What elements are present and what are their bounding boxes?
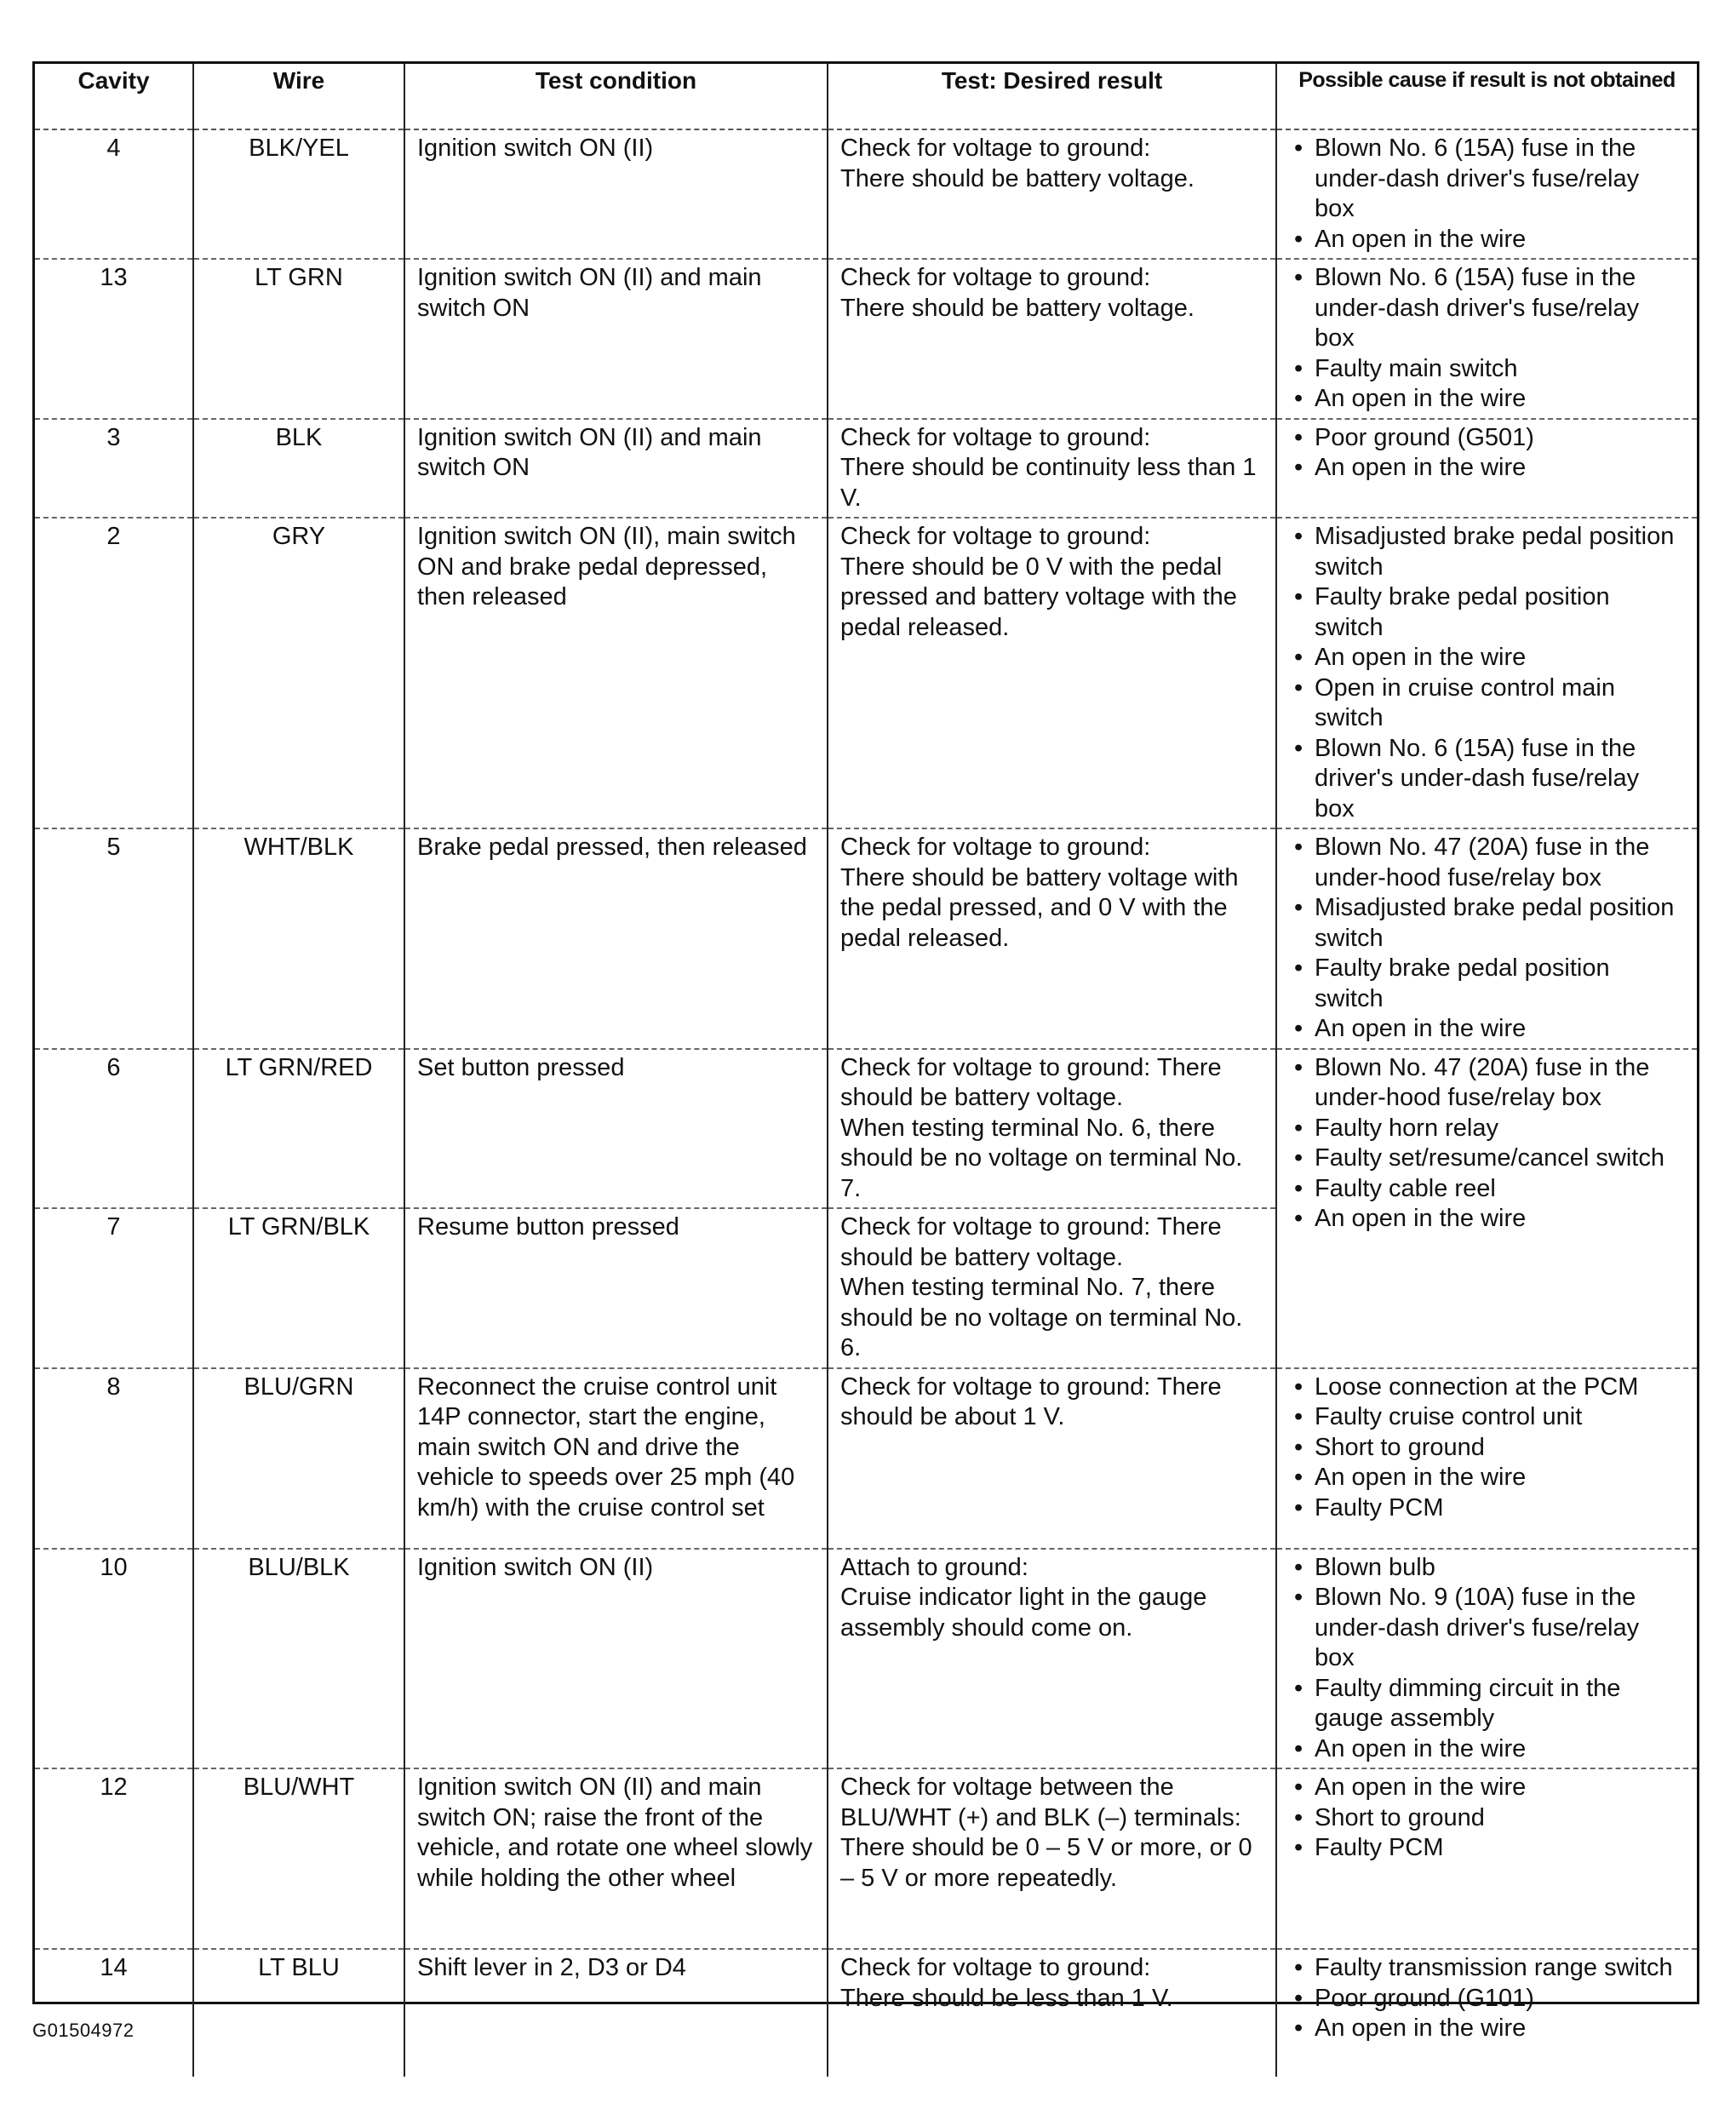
cause-item [1289, 1833, 1685, 1864]
bullet-icon: • [1294, 385, 1303, 412]
table-row [35, 1549, 1697, 1769]
bullet-icon: • [1294, 734, 1303, 762]
cause-item [1289, 2014, 1685, 2044]
possible-cause-cell [1276, 129, 1697, 259]
cause-text: Faulty PCM [1315, 1493, 1444, 1522]
cavity-cell: 3 [35, 419, 193, 519]
cause-text: An open in the wire [1315, 1464, 1527, 1491]
possible-cause-cell [1276, 1768, 1697, 1949]
wire-cell: BLK/YEL [193, 129, 404, 259]
cause-text: Blown No. 47 (20A) fuse in the under-hood fuse/relay box [1315, 1053, 1650, 1111]
cause-text: Misadjusted brake pedal position switch [1315, 523, 1675, 581]
test-condition-cell: Ignition switch ON (II) and main switch ON [404, 419, 828, 519]
cause-text: Short to ground [1315, 1433, 1485, 1461]
desired-result-cell: Attach to ground: Cruise indicator light in the gauge assembly should come on. [828, 1549, 1276, 1769]
cavity-cell: 4 [106, 135, 121, 162]
cause-text: Faulty cable reel [1315, 1174, 1496, 1202]
cause-list [1289, 134, 1685, 255]
bullet-icon: • [1294, 834, 1303, 861]
cause-item [1289, 1553, 1685, 1584]
cause-text: Blown No. 9 (10A) fuse in the under-dash driver's fuse/relay box [1315, 1584, 1640, 1671]
cause-list [1289, 263, 1685, 415]
table-row [35, 129, 1697, 259]
cause-list [1289, 1553, 1685, 1765]
test-condition-cell: Ignition switch ON (II), main switch ON and brake pedal depressed, then released [404, 518, 828, 828]
bullet-icon: • [1294, 1174, 1303, 1202]
cause-text: Open in cruise control main switch [1315, 673, 1615, 731]
cause-text: Faulty PCM [1315, 1834, 1444, 1861]
bullet-icon: • [1294, 644, 1303, 671]
cause-list [1289, 1053, 1685, 1235]
header-possible-cause: Possible cause if result is not obtained [1276, 64, 1697, 129]
wire-cell: BLU/WHT [193, 1768, 404, 1949]
possible-cause-cell [1276, 259, 1697, 419]
cause-text: Blown No. 6 (15A) fuse in the driver's under-dash fuse/relay box [1315, 734, 1640, 822]
test-condition-cell: Shift lever in 2, D3 or D4 [404, 1949, 828, 2077]
bullet-icon: • [1294, 1373, 1303, 1401]
wire-cell: LT GRN [193, 259, 404, 419]
cause-text: An open in the wire [1315, 1015, 1527, 1042]
test-condition-cell: Ignition switch ON (II) [404, 129, 828, 259]
cause-text: An open in the wire [1315, 454, 1527, 481]
cause-text: An open in the wire [1315, 385, 1527, 412]
cause-item [1289, 1402, 1685, 1433]
cause-item [1289, 1953, 1685, 1984]
cause-item [1289, 582, 1685, 643]
cavity-cell: 10 [35, 1549, 193, 1769]
cause-list [1289, 423, 1685, 484]
table-header-row [35, 64, 1697, 129]
cause-text: Blown No. 47 (20A) fuse in the under-hood fuse/relay box [1315, 834, 1650, 891]
cause-item [1289, 1114, 1685, 1144]
table-row [35, 828, 1697, 1049]
cavity-cell: 5 [35, 828, 193, 1049]
bullet-icon: • [1294, 1984, 1303, 2012]
bullet-icon: • [1294, 1954, 1303, 1981]
cause-item [1289, 1674, 1685, 1734]
test-condition-cell: Resume button pressed [404, 1208, 828, 1368]
bullet-icon: • [1294, 423, 1303, 451]
cause-item [1289, 522, 1685, 582]
cause-list [1289, 1373, 1685, 1524]
cause-item [1289, 225, 1685, 255]
cause-item [1289, 453, 1685, 484]
cause-text: Faulty transmission range switch [1315, 1954, 1673, 1981]
cause-item [1289, 1803, 1685, 1834]
cause-text: Blown No. 6 (15A) fuse in the under-dash driver's fuse/relay box [1315, 264, 1640, 352]
header-test-condition: Test condition [404, 64, 828, 129]
test-condition-cell: Brake pedal pressed, then released [404, 828, 828, 1049]
cause-item [1289, 734, 1685, 825]
cavity-cell: 7 [35, 1208, 193, 1368]
possible-cause-cell [1276, 1049, 1697, 1368]
cause-item [1289, 1734, 1685, 1765]
bullet-icon: • [1294, 523, 1303, 550]
desired-result-cell: Check for voltage to ground: There should be 0 V with the pedal pressed and battery voltage with the pedal released. [828, 518, 1276, 828]
cause-text: Faulty dimming circuit in the gauge assembly [1315, 1674, 1621, 1732]
cause-item [1289, 1433, 1685, 1464]
cause-item [1289, 1014, 1685, 1045]
table-row [35, 1368, 1697, 1549]
cause-item [1289, 1583, 1685, 1674]
bullet-icon: • [1294, 1734, 1303, 1762]
bullet-icon: • [1294, 1205, 1303, 1232]
cause-item [1289, 1174, 1685, 1205]
bullet-icon: • [1294, 1834, 1303, 1861]
bullet-icon: • [1294, 1015, 1303, 1042]
bullet-icon: • [1294, 1464, 1303, 1491]
cause-item [1289, 954, 1685, 1014]
table-row [35, 518, 1697, 828]
cause-item [1289, 1984, 1685, 2014]
header-wire: Wire [193, 64, 404, 129]
cause-item [1289, 263, 1685, 354]
wire-cell: LT GRN/RED [193, 1049, 404, 1209]
cause-text: An open in the wire [1315, 2014, 1527, 2042]
cause-item [1289, 1463, 1685, 1493]
possible-cause-cell [1276, 1549, 1697, 1769]
test-condition-cell: Set button pressed [404, 1049, 828, 1209]
cause-text: An open in the wire [1315, 644, 1527, 671]
cause-item [1289, 1053, 1685, 1114]
cause-list [1289, 1773, 1685, 1864]
bullet-icon: • [1294, 1493, 1303, 1522]
cause-item [1289, 423, 1685, 454]
figure-id: G01504972 [32, 2020, 135, 2041]
cause-item [1289, 354, 1685, 385]
connector-test-table [35, 64, 1697, 2077]
desired-result-cell: Check for voltage between the BLU/WHT (+) and BLK (–) terminals: There should be 0 – 5 V or more, or 0 – 5 V or more repeatedly. [828, 1768, 1276, 1949]
cavity-cell: 2 [35, 518, 193, 828]
cause-text: Blown No. 6 (15A) fuse in the under-dash driver's fuse/relay box [1315, 135, 1640, 222]
bullet-icon: • [1294, 583, 1303, 610]
cause-text: Faulty set/resume/cancel switch [1315, 1144, 1664, 1172]
bullet-icon: • [1294, 894, 1303, 921]
header-cavity: Cavity [35, 64, 193, 129]
table-row [35, 419, 1697, 519]
cavity-cell: 13 [35, 259, 193, 419]
test-condition-cell: Ignition switch ON (II) [404, 1549, 828, 1769]
bullet-icon: • [1294, 954, 1303, 982]
bullet-icon: • [1294, 1433, 1303, 1461]
desired-result-cell: Check for voltage to ground: There should be about 1 V. [828, 1368, 1276, 1549]
cavity-cell: 6 [35, 1049, 193, 1209]
bullet-icon: • [1294, 2014, 1303, 2042]
cavity-cell: 12 [35, 1768, 193, 1949]
table-row [35, 259, 1697, 419]
wire-cell: BLU/GRN [193, 1368, 404, 1549]
cause-text: Blown bulb [1315, 1553, 1435, 1581]
test-condition-cell: Ignition switch ON (II) and main switch ON [404, 259, 828, 419]
possible-cause-cell [1276, 1949, 1697, 2077]
desired-result-cell: Check for voltage to ground: There should be battery voltage. [828, 259, 1276, 419]
bullet-icon: • [1294, 135, 1303, 162]
bullet-icon: • [1294, 1553, 1303, 1581]
possible-cause-cell [1276, 828, 1697, 1049]
cause-item [1289, 643, 1685, 673]
cause-item [1289, 673, 1685, 734]
cause-item [1289, 1773, 1685, 1803]
cause-item [1289, 1143, 1685, 1174]
cause-text: An open in the wire [1315, 1774, 1527, 1801]
wire-cell: LT GRN/BLK [193, 1208, 404, 1368]
header-test-result: Test: Desired result [828, 64, 1276, 129]
cause-text: An open in the wire [1315, 1205, 1527, 1232]
cause-text: An open in the wire [1315, 1734, 1527, 1762]
bullet-icon: • [1294, 225, 1303, 253]
bullet-icon: • [1294, 1584, 1303, 1611]
bullet-icon: • [1294, 1774, 1303, 1801]
cause-item [1289, 893, 1685, 954]
desired-result-cell: Check for voltage to ground: There should be battery voltage. When testing terminal No. 7, there should be no voltage on terminal No. 6. [828, 1208, 1276, 1368]
cause-item [1289, 1493, 1685, 1524]
cause-text: Poor ground (G101) [1315, 1984, 1534, 2012]
cause-text: Short to ground [1315, 1803, 1485, 1831]
cause-item [1289, 384, 1685, 415]
cause-text: Loose connection at the PCM [1315, 1373, 1639, 1401]
wire-cell: BLK [193, 419, 404, 519]
wire-cell: BLU/BLK [193, 1549, 404, 1769]
cause-list [1289, 833, 1685, 1045]
desired-result-cell: Check for voltage to ground: There should be battery voltage. [828, 129, 1276, 259]
cause-list [1289, 1953, 1685, 2044]
cause-item [1289, 1373, 1685, 1403]
cavity-cell: 14 [35, 1949, 193, 2077]
cause-text: Misadjusted brake pedal position switch [1315, 894, 1675, 952]
cause-text: Faulty horn relay [1315, 1114, 1498, 1142]
cause-item [1289, 833, 1685, 893]
cause-item [1289, 1204, 1685, 1235]
wire-cell: WHT/BLK [193, 828, 404, 1049]
possible-cause-cell [1276, 518, 1697, 828]
bullet-icon: • [1294, 1403, 1303, 1430]
bullet-icon: • [1294, 673, 1303, 702]
possible-cause-cell [1276, 419, 1697, 519]
wire-cell: GRY [193, 518, 404, 828]
cause-text: Poor ground (G501) [1315, 423, 1534, 451]
test-condition-cell: Ignition switch ON (II) and main switch ON; raise the front of the vehicle, and rotate one wheel slowly while holding the other wheel [404, 1768, 828, 1949]
desired-result-cell: Check for voltage to ground: There should be battery voltage. When testing terminal No. 6, there should be no voltage on terminal No. 7. [828, 1049, 1276, 1209]
cavity-cell: 8 [35, 1368, 193, 1549]
cause-text: Faulty brake pedal position switch [1315, 583, 1610, 641]
desired-result-cell: Check for voltage to ground: There should be battery voltage with the pedal pressed, and 0 V with the pedal released. [828, 828, 1276, 1049]
bullet-icon: • [1294, 1674, 1303, 1702]
cause-item [1289, 134, 1685, 225]
table-row [35, 1949, 1697, 2077]
wire-cell: LT BLU [193, 1949, 404, 2077]
cause-list [1289, 522, 1685, 824]
cause-text: An open in the wire [1315, 225, 1527, 253]
test-condition-cell: Reconnect the cruise control unit 14P connector, start the engine, main switch ON and drive the vehicle to speeds over 25 mph (40 km/h) with the cruise control set [404, 1368, 828, 1549]
possible-cause-cell [1276, 1368, 1697, 1549]
bullet-icon: • [1294, 454, 1303, 481]
desired-result-cell: Check for voltage to ground: There should be continuity less than 1 V. [828, 419, 1276, 519]
bullet-icon: • [1294, 264, 1303, 291]
desired-result-cell: Check for voltage to ground: There should be less than 1 V. [828, 1949, 1276, 2077]
bullet-icon: • [1294, 1144, 1303, 1172]
table-row [35, 1049, 1697, 1209]
bullet-icon: • [1294, 354, 1303, 382]
cause-text: Faulty main switch [1315, 354, 1518, 382]
bullet-icon: • [1294, 1803, 1303, 1831]
cause-text: Faulty brake pedal position switch [1315, 954, 1610, 1012]
bullet-icon: • [1294, 1053, 1303, 1081]
bullet-icon: • [1294, 1114, 1303, 1142]
table-row [35, 1768, 1697, 1949]
cause-text: Faulty cruise control unit [1315, 1403, 1583, 1430]
